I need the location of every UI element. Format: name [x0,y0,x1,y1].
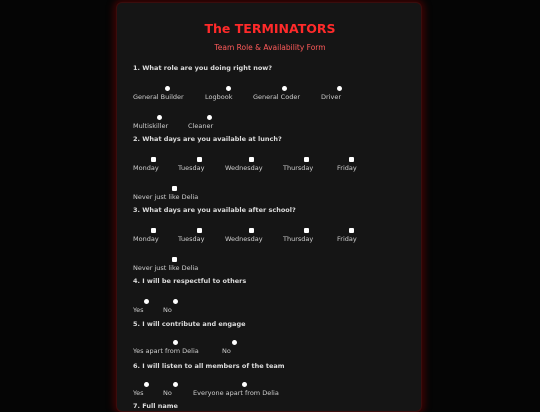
option-label: Wednesday [225,235,263,243]
option-role-general-coder[interactable] [253,86,313,110]
radio-button[interactable] [232,340,237,345]
radio-button[interactable] [282,86,287,91]
option-label: Everyone apart from Delia [193,389,279,397]
option-label: Tuesday [178,164,205,172]
option-label: Monday [133,235,159,243]
checkbox[interactable] [349,228,354,233]
option-label: Yes [133,306,144,314]
option-label: Wednesday [225,164,263,172]
radio-button[interactable] [165,86,170,91]
option-label: Never just like Delia [133,193,199,201]
option-label: Multiskiller [133,122,169,130]
checkbox[interactable] [151,157,156,162]
option-lunch-thursday[interactable] [283,157,343,181]
question-1-label: 1. What role are you doing right now? [133,64,273,72]
checkbox[interactable] [172,257,177,262]
option-label: Monday [133,164,159,172]
radio-button[interactable] [144,299,149,304]
option-contribute-no[interactable] [222,340,252,364]
option-label: Logbook [205,93,233,101]
option-lunch-wednesday[interactable] [225,157,285,181]
option-after-school-wednesday[interactable] [225,228,285,252]
option-label: Yes apart from Delia [133,347,199,355]
option-label: General Builder [133,93,184,101]
checkbox[interactable] [249,157,254,162]
radio-button[interactable] [144,382,149,387]
radio-button[interactable] [173,299,178,304]
checkbox[interactable] [349,157,354,162]
question-2-label: 2. What days are you available at lunch? [133,135,282,143]
option-role-driver[interactable] [321,86,381,110]
option-lunch-friday[interactable] [337,157,397,181]
option-label: General Coder [253,93,300,101]
question-4-label: 4. I will be respectful to others [133,277,247,285]
option-label: Friday [337,164,357,172]
option-label: Thursday [283,164,314,172]
checkbox[interactable] [197,157,202,162]
checkbox[interactable] [172,186,177,191]
radio-button[interactable] [173,340,178,345]
option-label: Tuesday [178,235,205,243]
form-subtitle: Team Role & Availability Form [214,43,326,52]
option-label: Never just like Delia [133,264,199,272]
option-label: Friday [337,235,357,243]
radio-button[interactable] [226,86,231,91]
option-label: Thursday [283,235,314,243]
option-label: No [163,306,172,314]
question-3-label: 3. What days are you available after school? [133,206,296,214]
checkbox[interactable] [151,228,156,233]
option-label: No [163,389,172,397]
checkbox[interactable] [304,228,309,233]
option-after-school-thursday[interactable] [283,228,343,252]
radio-button[interactable] [207,115,212,120]
option-label: No [222,347,231,355]
option-contribute-yes-apart-from-delia[interactable] [133,340,218,364]
option-label: Yes [133,389,144,397]
question-7-label: 7. Full name [133,402,178,410]
option-label: Driver [321,93,342,101]
form-title: The TERMINATORS [204,21,336,36]
checkbox[interactable] [249,228,254,233]
checkbox[interactable] [197,228,202,233]
option-listen-everyone-apart-from-delia[interactable] [193,382,293,406]
checkbox[interactable] [304,157,309,162]
option-after-school-friday[interactable] [337,228,397,252]
radio-button[interactable] [242,382,247,387]
question-6-label: 6. I will listen to all members of the team [133,362,285,370]
question-5-label: 5. I will contribute and engage [133,320,246,328]
radio-button[interactable] [157,115,162,120]
radio-button[interactable] [173,382,178,387]
form-card [116,2,422,412]
radio-button[interactable] [337,86,342,91]
option-label: Cleaner [188,122,214,130]
option-role-general-builder[interactable] [133,86,193,110]
